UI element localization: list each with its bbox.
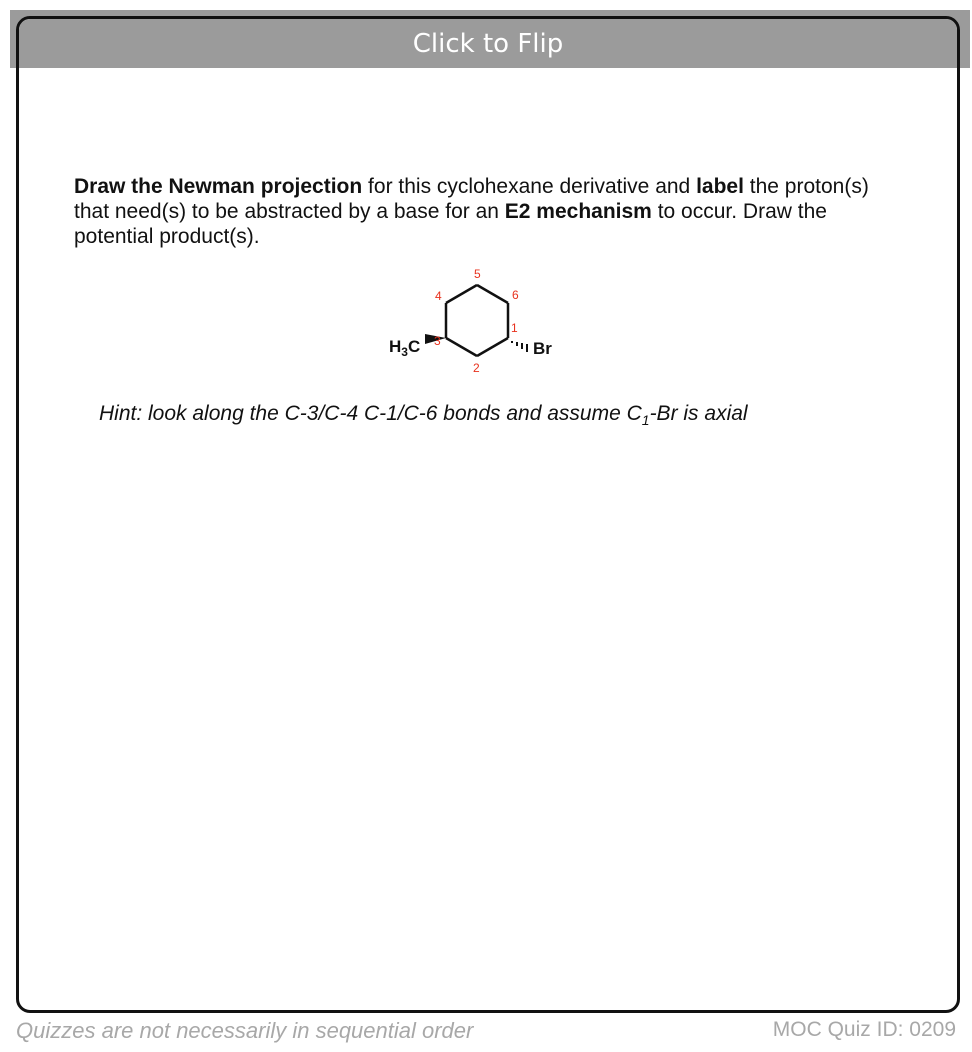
ring-number: 2 — [473, 361, 480, 375]
ring-bonds — [446, 285, 508, 356]
flashcard[interactable] — [16, 16, 960, 1013]
ring-number: 1 — [511, 321, 518, 335]
question-text-segment: to occur. Draw the potential product(s). — [74, 200, 827, 248]
hint-text: Hint: look along the C-3/C-4 C-1/C-6 bonds and assume $C_1-Br$ is axial — [99, 402, 748, 429]
bromo-label: Br — [533, 339, 552, 358]
footer-quiz-id: MOC Quiz ID: 0209 — [772, 1018, 956, 1041]
footer-disclaimer: Quizzes are not necessarily in sequential order — [16, 1018, 474, 1043]
hashed-bond — [512, 341, 527, 352]
ring-number: 4 — [435, 289, 442, 303]
ring-number: 6 — [512, 288, 519, 302]
question-text — [74, 174, 904, 249]
flip-label: Click to Flip — [412, 28, 564, 59]
question-bold-newman: Draw the Newman projection — [74, 175, 363, 198]
flip-button[interactable] — [19, 19, 957, 68]
ring-number: 3 — [434, 334, 441, 348]
question-bold-e2: E2 mechanism — [504, 200, 652, 223]
methyl-label: $H_3C$ — [389, 337, 421, 359]
question-bold-label: label — [696, 175, 744, 198]
cyclohexane-structure — [349, 259, 629, 399]
ring-number: 5 — [474, 267, 481, 281]
question-text-segment: the proton(s) that need(s) to be abstracted by a base for an — [74, 175, 869, 223]
question-text-segment: for this cyclohexane derivative and — [362, 175, 697, 198]
